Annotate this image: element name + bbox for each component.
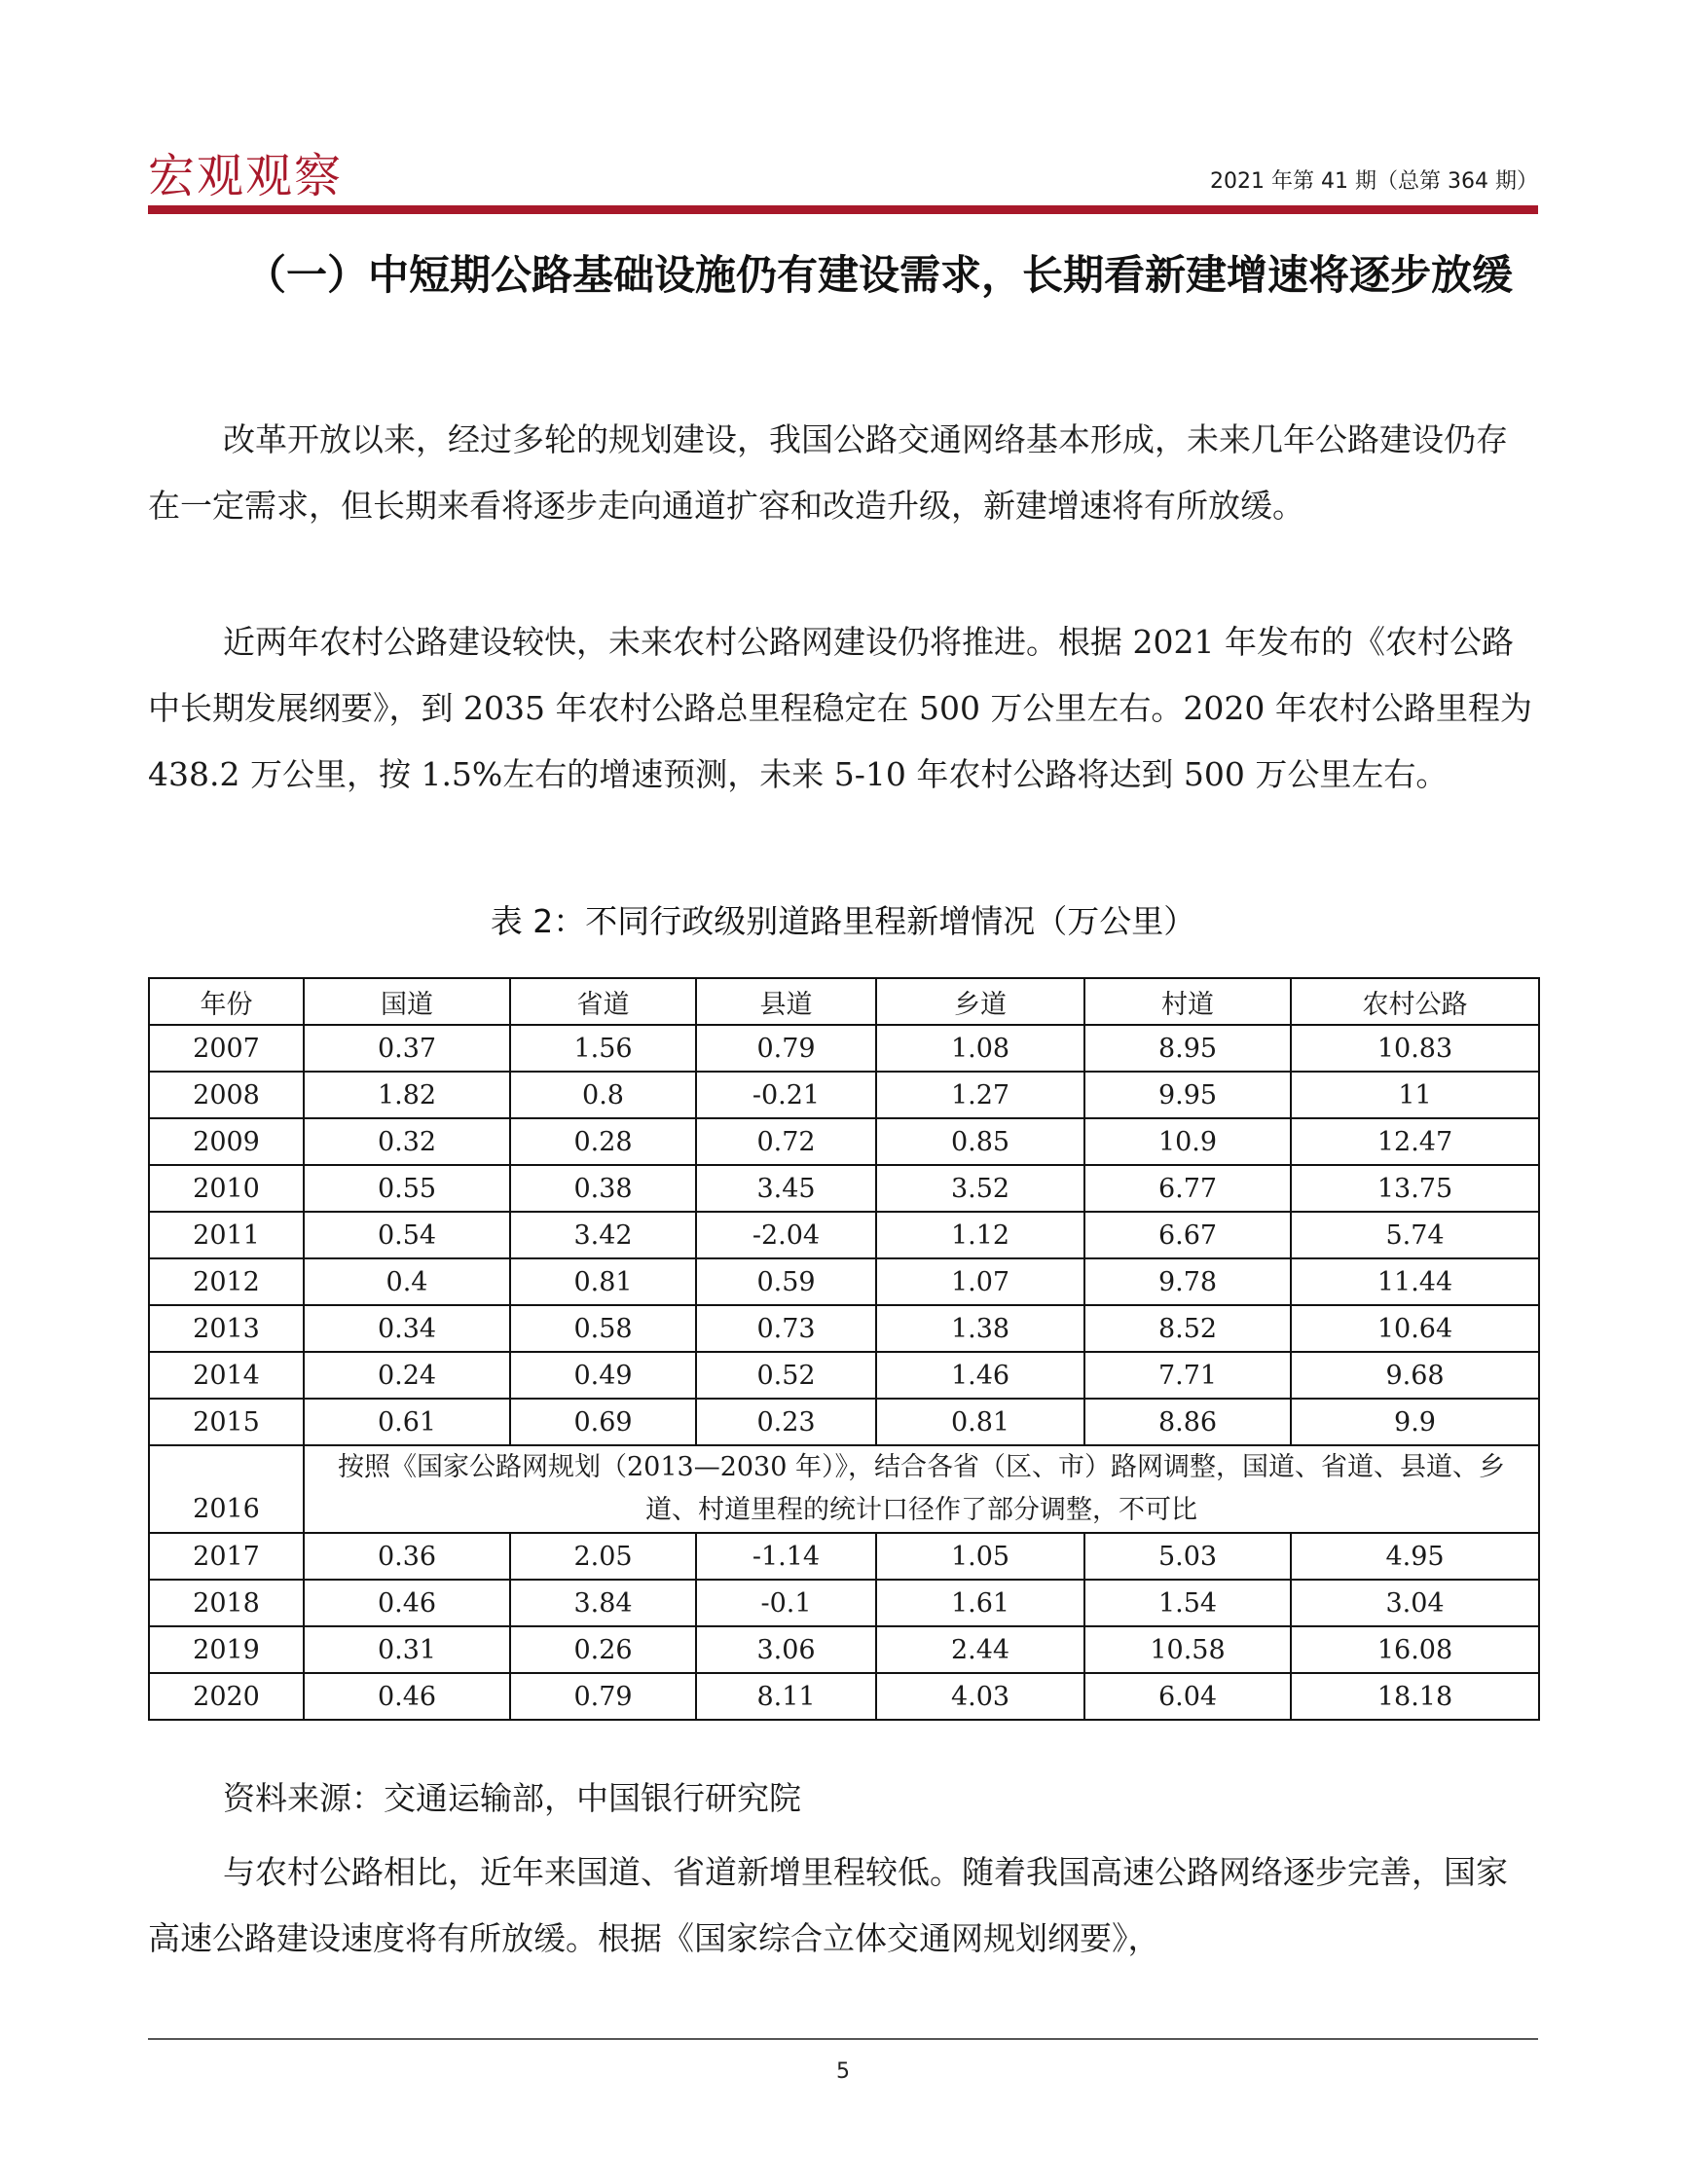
table-cell-year: 2018	[149, 1580, 304, 1626]
table-cell-value: 0.54	[304, 1212, 510, 1258]
table-row	[149, 1580, 1539, 1626]
page-number: 5	[836, 2059, 850, 2084]
table-cell-value: 0.26	[510, 1626, 696, 1673]
table-cell-value: 10.64	[1291, 1305, 1539, 1352]
paragraph-3: 与农村公路相比，近年来国道、省道新增里程较低。随着我国高速公路网络逐步完善，国家高速公路建设速度将有所放缓。根据《国家综合立体交通网规划纲要》，	[148, 1853, 1508, 1957]
table-cell-value: 6.67	[1084, 1212, 1291, 1258]
table-cell-value: 3.52	[876, 1165, 1084, 1212]
table-cell-value: 1.61	[876, 1580, 1084, 1626]
table-cell-value: 9.9	[1291, 1399, 1539, 1445]
table-cell-value: 4.03	[876, 1673, 1084, 1720]
road-mileage-table	[148, 977, 1540, 1721]
table-cell-value: 0.79	[696, 1025, 876, 1072]
table-row	[149, 1399, 1539, 1445]
table-cell-year: 2009	[149, 1118, 304, 1165]
table-cell-value: 0.8	[510, 1072, 696, 1118]
table-cell-year: 2016	[149, 1445, 304, 1533]
table-cell-value: 3.45	[696, 1165, 876, 1212]
table-cell-value: 0.81	[876, 1399, 1084, 1445]
table-cell-value: 5.03	[1084, 1533, 1291, 1580]
table-cell-value: 1.82	[304, 1072, 510, 1118]
table-cell-value: 3.04	[1291, 1580, 1539, 1626]
issue-number: 2021 年第 41 期（总第 364 期）	[1210, 169, 1538, 194]
section-heading: （一）中短期公路基础设施仍有建设需求，长期看新建增速将逐步放缓	[245, 251, 1514, 299]
table-cell-value: 0.24	[304, 1352, 510, 1399]
table-cell-value: 3.42	[510, 1212, 696, 1258]
table-row	[149, 1025, 1539, 1072]
table-header-row	[149, 978, 1539, 1025]
table-cell-value: 0.31	[304, 1626, 510, 1673]
column-header: 省道	[510, 978, 696, 1025]
table-cell-value: 1.54	[1084, 1580, 1291, 1626]
table-cell-value: 9.78	[1084, 1258, 1291, 1305]
table-cell-value: 0.38	[510, 1165, 696, 1212]
table-cell-value: 11.44	[1291, 1258, 1539, 1305]
table-cell-value: 0.49	[510, 1352, 696, 1399]
table-cell-value: 0.32	[304, 1118, 510, 1165]
table-cell-value: 0.37	[304, 1025, 510, 1072]
table-caption: 表 2：不同行政级别道路里程新增情况（万公里）	[490, 902, 1196, 940]
table-row	[149, 1352, 1539, 1399]
table-row-note	[149, 1445, 1539, 1533]
table-cell-value: 2.44	[876, 1626, 1084, 1673]
table-cell-year: 2015	[149, 1399, 304, 1445]
table-cell-value: 0.81	[510, 1258, 696, 1305]
table-cell-value: 1.08	[876, 1025, 1084, 1072]
footer-divider	[148, 2038, 1538, 2040]
table-cell-value: 0.34	[304, 1305, 510, 1352]
table-row	[149, 1165, 1539, 1212]
table-cell-value: 2.05	[510, 1533, 696, 1580]
table-cell-value: 12.47	[1291, 1118, 1539, 1165]
table-cell-year: 2010	[149, 1165, 304, 1212]
table-cell-value: 8.95	[1084, 1025, 1291, 1072]
publication-title: 宏观观察	[148, 149, 344, 203]
table-cell-value: 0.69	[510, 1399, 696, 1445]
table-cell-year: 2011	[149, 1212, 304, 1258]
table-cell-value: 0.46	[304, 1580, 510, 1626]
table-cell-value: 0.55	[304, 1165, 510, 1212]
table-cell-value: 1.05	[876, 1533, 1084, 1580]
table-cell-value: 0.4	[304, 1258, 510, 1305]
table-cell-value: 1.56	[510, 1025, 696, 1072]
table-row	[149, 1212, 1539, 1258]
table-cell-value: 0.85	[876, 1118, 1084, 1165]
table-cell-value: 0.79	[510, 1673, 696, 1720]
table-cell-year: 2007	[149, 1025, 304, 1072]
table-cell-value: 8.52	[1084, 1305, 1291, 1352]
table-cell-value: 0.73	[696, 1305, 876, 1352]
column-header: 年份	[149, 978, 304, 1025]
data-source: 资料来源：交通运输部，中国银行研究院	[223, 1779, 801, 1817]
table-cell-value: 6.77	[1084, 1165, 1291, 1212]
table-cell-value: 0.72	[696, 1118, 876, 1165]
table-cell-value: 7.71	[1084, 1352, 1291, 1399]
table-cell-value: -2.04	[696, 1212, 876, 1258]
table-cell-value: 6.04	[1084, 1673, 1291, 1720]
table-cell-value: 0.36	[304, 1533, 510, 1580]
table-row	[149, 1673, 1539, 1720]
table-cell-value: 10.83	[1291, 1025, 1539, 1072]
table-cell-value: 0.59	[696, 1258, 876, 1305]
paragraph-2: 近两年农村公路建设较快，未来农村公路网建设仍将推进。根据 2021 年发布的《农村公路中长期发展纲要》，到 2035 年农村公路总里程稳定在 500 万公里左右。2020 年农村公路里程为 438.2 万公里，按 1.5%左右的增速预测，未来 5-10 年农村公路将达到 500 万公里左右。	[148, 623, 1532, 793]
table-cell-value: 1.27	[876, 1072, 1084, 1118]
table-cell-value: 0.23	[696, 1399, 876, 1445]
table-cell-value: 0.58	[510, 1305, 696, 1352]
table-cell-value: 8.86	[1084, 1399, 1291, 1445]
paragraph-1: 改革开放以来，经过多轮的规划建设，我国公路交通网络基本形成，未来几年公路建设仍存在一定需求，但长期来看将逐步走向通道扩容和改造升级，新建增速将有所放缓。	[148, 420, 1508, 525]
table-cell-value: -0.21	[696, 1072, 876, 1118]
table-row	[149, 1305, 1539, 1352]
table-cell-value: 1.38	[876, 1305, 1084, 1352]
table-cell-value: 13.75	[1291, 1165, 1539, 1212]
table-cell-value: 11	[1291, 1072, 1539, 1118]
column-header: 国道	[304, 978, 510, 1025]
table-cell-value: 0.52	[696, 1352, 876, 1399]
table-cell-year: 2020	[149, 1673, 304, 1720]
column-header: 县道	[696, 978, 876, 1025]
table-cell-value: 5.74	[1291, 1212, 1539, 1258]
table-cell-year: 2014	[149, 1352, 304, 1399]
table-row	[149, 1072, 1539, 1118]
table-cell-year: 2017	[149, 1533, 304, 1580]
table-cell-value: 4.95	[1291, 1533, 1539, 1580]
table-cell-year: 2012	[149, 1258, 304, 1305]
table-cell-value: 0.46	[304, 1673, 510, 1720]
table-note-cell: 按照《国家公路网规划（2013—2030 年）》，结合各省（区、市）路网调整，国道、省道、县道、乡道、村道里程的统计口径作了部分调整，不可比	[304, 1445, 1539, 1533]
table-row	[149, 1118, 1539, 1165]
table-cell-year: 2013	[149, 1305, 304, 1352]
table-cell-value: 1.12	[876, 1212, 1084, 1258]
table-row	[149, 1626, 1539, 1673]
table-cell-value: 0.61	[304, 1399, 510, 1445]
table-cell-year: 2019	[149, 1626, 304, 1673]
table-cell-value: 1.07	[876, 1258, 1084, 1305]
table-cell-value: 9.68	[1291, 1352, 1539, 1399]
column-header: 乡道	[876, 978, 1084, 1025]
table-cell-value: 3.06	[696, 1626, 876, 1673]
table-cell-value: 18.18	[1291, 1673, 1539, 1720]
table-cell-value: -1.14	[696, 1533, 876, 1580]
column-header: 农村公路	[1291, 978, 1539, 1025]
header-divider	[148, 205, 1538, 214]
table-cell-value: 10.9	[1084, 1118, 1291, 1165]
table-cell-value: 1.46	[876, 1352, 1084, 1399]
table-row	[149, 1258, 1539, 1305]
table-row	[149, 1533, 1539, 1580]
table-cell-value: 0.28	[510, 1118, 696, 1165]
table-cell-value: 3.84	[510, 1580, 696, 1626]
table-cell-year: 2008	[149, 1072, 304, 1118]
table-cell-value: -0.1	[696, 1580, 876, 1626]
table-cell-value: 8.11	[696, 1673, 876, 1720]
table-cell-value: 10.58	[1084, 1626, 1291, 1673]
table-cell-value: 9.95	[1084, 1072, 1291, 1118]
table-cell-value: 16.08	[1291, 1626, 1539, 1673]
column-header: 村道	[1084, 978, 1291, 1025]
